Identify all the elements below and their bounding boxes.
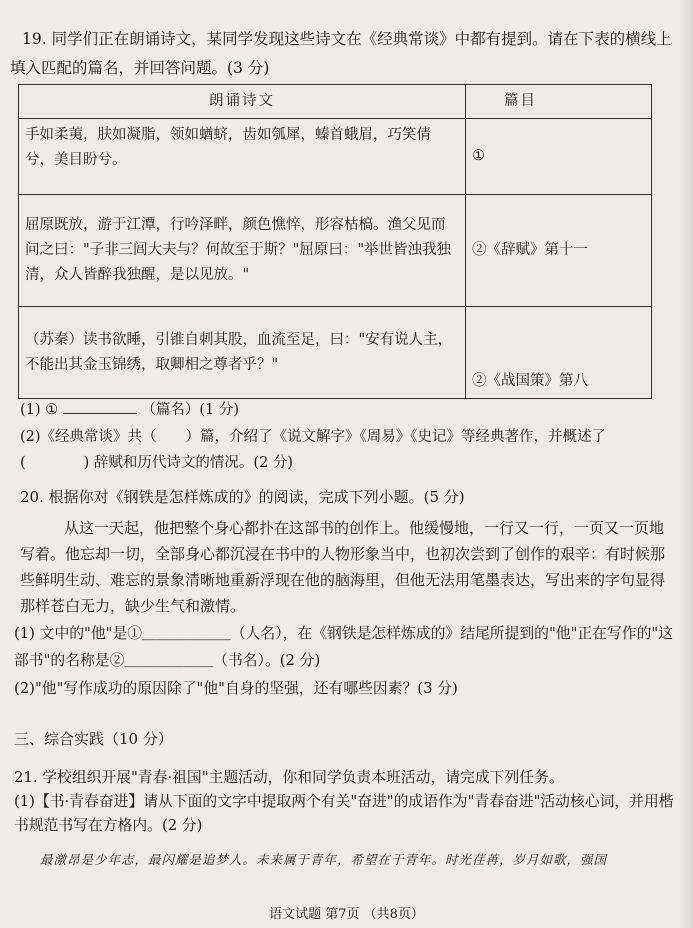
poem-title-answer-1[interactable]: ① (466, 119, 652, 195)
poem-table-header (19, 85, 652, 119)
header-poem: 朗诵诗文 (19, 85, 466, 119)
q19-sub1-prefix: (1) ① (20, 402, 59, 418)
question-21-title: 21. 学校组织开展"青春·祖国"主题活动，你和同学负责本班活动，请完成下列任务。 (14, 769, 564, 786)
q21-source-text: 最激昂是少年志，最闪耀是追梦人。未来属于青年，希望在于青年。时光荏苒，岁月如歌，强国 (40, 852, 608, 867)
poem-text: （苏秦）读书欲睡，引锥自刺其股，血流至足，曰："安有说人主，不能出其金玉锦绣，取卿相之尊者乎？" (19, 307, 466, 399)
q20-sub1: (1) 文中的"他"是①＿＿＿＿＿＿（人名），在《钢铁是怎样炼成的》结尾所提到的"他"正在写作的"这部书"的名称是②＿＿＿＿＿＿（书名）。(2 分) (14, 625, 673, 669)
table-row (19, 307, 652, 399)
poem-text: 屈原既放，游于江潭，行吟泽畔，颜色憔悴，形容枯槁。渔父见而问之曰："子非三闾大夫与？何故至于斯？"屈原曰："举世皆浊我独清，众人皆醉我独醒，是以见放。" (19, 195, 466, 307)
question-19-line1: 19. 同学们正在朗诵诗文，某同学发现这些诗文在《经典常谈》中都有提到。请在下表的横线上 (22, 30, 672, 48)
header-title: 篇目 (466, 85, 652, 119)
q19-sub1-suffix: （篇名）(1 分) (141, 402, 240, 418)
q19-sub1 (20, 398, 239, 419)
answer-blank[interactable] (63, 399, 137, 414)
question-19-line2: 填入匹配的篇名，并回答问题。(3 分) (10, 59, 270, 77)
question-20-passage: 从这一天起，他把整个身心都扑在这部书的创作上。他缓慢地，一行又一行，一页又一页地写着。他忘却一切，全部身心都沉浸在书中的人物形象当中，也初次尝到了创作的艰辛：有时候那些鲜明生动、难忘的景象清晰地重新浮现在他的脑海里，但他无法用笔墨表达，写出来的字句显得那样苍白无力，缺少生气和激情。 (20, 519, 666, 615)
section-3-heading: 三、综合实践（10 分） (14, 730, 173, 748)
bleed-through-text (14, 8, 674, 27)
q21-sub1: (1)【书·青春奋进】请从下面的文字中提取两个有关"奋进"的成语作为"青春奋进"活动核心词，并用楷书规范书写在方格内。(2 分) (14, 793, 674, 834)
poem-title: ②《战国策》第八 (466, 307, 652, 399)
poem-title: ②《辞赋》第十一 (466, 195, 652, 307)
q19-sub2: (2)《经典常谈》共（ ）篇，介绍了《说文解字》《周易》《史记》等经典著作，并概述了( ) 辞赋和历代诗文的情况。(2 分) (20, 429, 607, 471)
q20-sub2: (2)"他"写作成功的原因除了"他"自身的坚强，还有哪些因素？(3 分) (14, 680, 458, 697)
page-edge-shadow (679, 0, 693, 928)
table-row (19, 195, 652, 307)
poem-table (18, 84, 652, 399)
question-20-title: 20. 根据你对《钢铁是怎样炼成的》的阅读，完成下列小题。(5 分) (20, 488, 465, 506)
table-row (19, 119, 652, 195)
poem-text: 手如柔荑，肤如凝脂，领如蝤蛴，齿如瓠犀，螓首蛾眉，巧笑倩兮，美目盼兮。 (19, 119, 466, 195)
page-footer: 语文试题 第7页 （共8页） (269, 907, 424, 922)
